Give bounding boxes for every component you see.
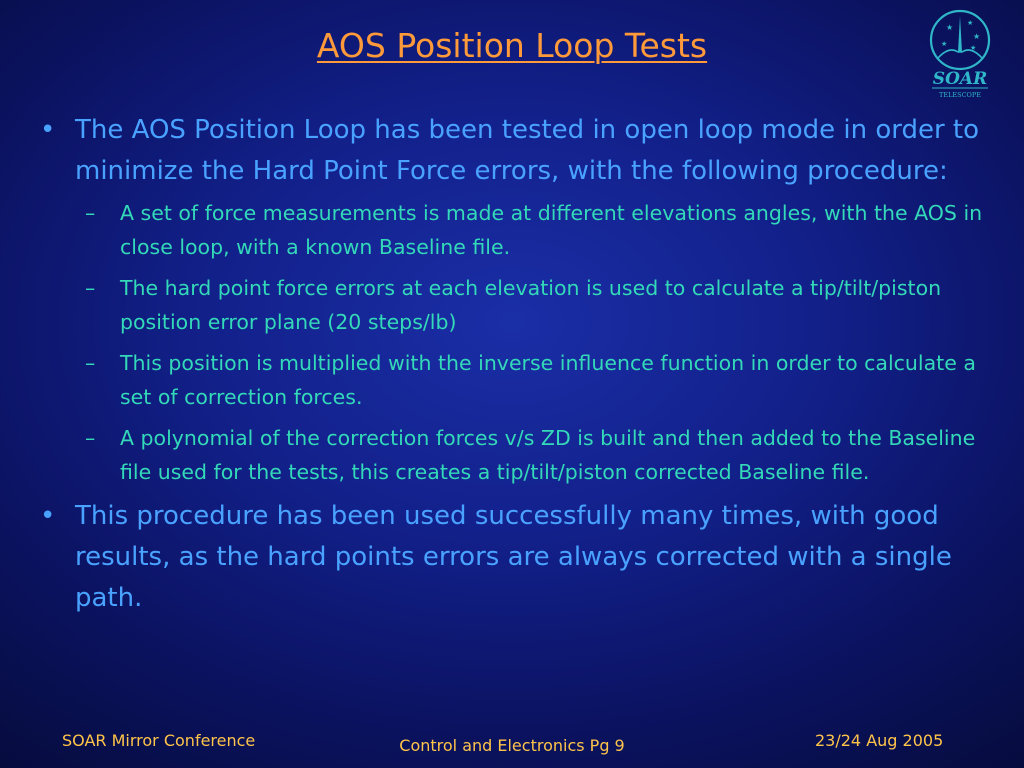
sub-bullet-marker: – <box>85 426 96 450</box>
sub-bullet-item <box>85 421 990 489</box>
soar-logo-icon <box>924 8 996 100</box>
svg-text:★: ★ <box>941 40 948 48</box>
footer-date: 23/24 Aug 2005 <box>815 731 944 750</box>
sub-bullet-item <box>85 271 990 339</box>
sub-bullet-text: This position is multiplied with the inverse influence function in order to calculate a set of correction forces. <box>120 351 976 409</box>
svg-text:★: ★ <box>973 32 981 41</box>
sub-bullet-item <box>85 196 990 264</box>
footer-conference: SOAR Mirror Conference <box>62 731 256 750</box>
sub-bullet-item <box>85 346 990 414</box>
logo-text-sub: TELESCOPE <box>938 91 982 99</box>
bullet-item <box>40 496 990 619</box>
logo-text-main: SOAR <box>932 69 988 89</box>
bullet-text: The AOS Position Loop has been tested in open loop mode in order to minimize the Hard Point Force errors, with the following procedure: <box>75 115 980 186</box>
sub-bullet-text: A set of force measurements is made at different elevations angles, with the AOS in close loop, with a known Baseline file. <box>120 201 983 259</box>
bullet-text: This procedure has been used successfully many times, with good results, as the hard points errors are always corrected with a single path. <box>75 501 952 613</box>
bullet-marker: • <box>40 115 56 145</box>
sub-bullet-text: The hard point force errors at each elevation is used to calculate a tip/tilt/piston position error plane (20 steps/lb) <box>120 276 942 334</box>
sub-bullet-text: A polynomial of the correction forces v/s ZD is built and then added to the Baseline file used for the tests, this creates a tip/tilt/piston corrected Baseline file. <box>120 426 976 484</box>
bullet-marker: • <box>40 501 56 531</box>
sub-bullet-marker: – <box>85 201 96 225</box>
svg-text:★: ★ <box>970 44 977 52</box>
sub-bullet-list <box>85 196 990 489</box>
svg-text:★: ★ <box>946 23 954 32</box>
bullet-item <box>40 110 990 489</box>
footer-page: Control and Electronics Pg 9 <box>399 736 625 755</box>
bullet-list <box>40 110 990 621</box>
slide-title: AOS Position Loop Tests <box>316 26 708 65</box>
sub-bullet-marker: – <box>85 351 96 375</box>
soar-telescope-logo <box>924 8 996 100</box>
sub-bullet-marker: – <box>85 276 96 300</box>
svg-text:★: ★ <box>967 19 974 27</box>
